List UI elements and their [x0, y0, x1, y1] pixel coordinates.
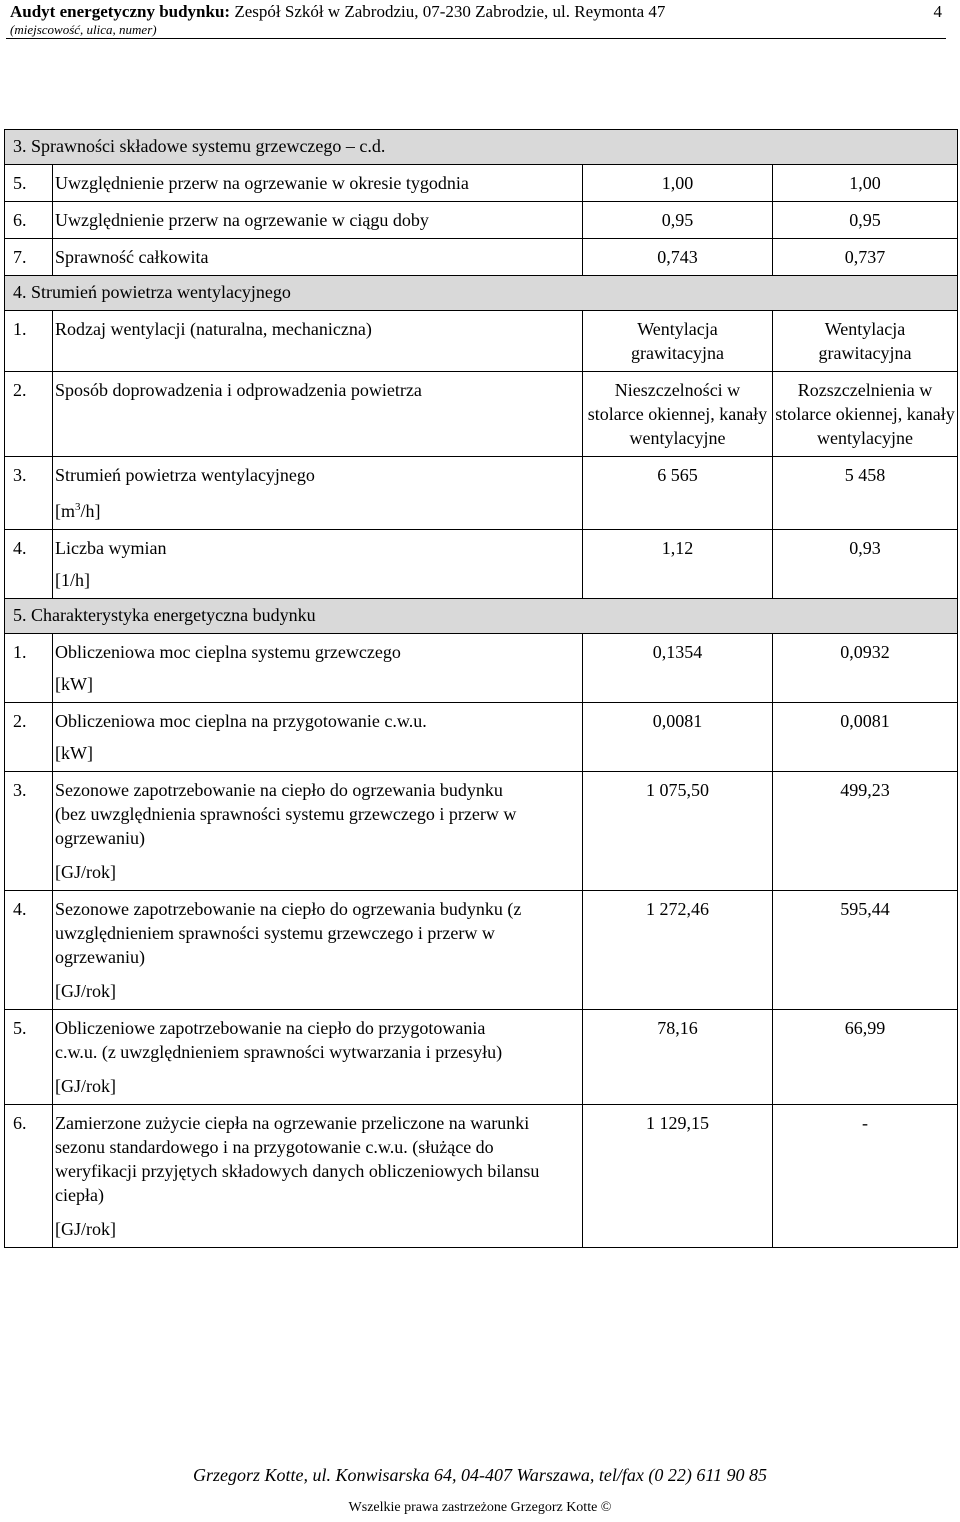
unit-label: [GJ/rok]: [55, 981, 116, 1001]
table-row: 5. Obliczeniowe zapotrzebowanie na ciepło do przygotowania c.w.u. (z uwzględnieniem sprawności wytwarzania i przesyłu) [GJ/rok] 78,16 66,99: [5, 1010, 958, 1105]
section-title: 4. Strumień powietrza wentylacyjnego: [5, 276, 958, 311]
page-header: [10, 2, 945, 38]
section-header-row: [5, 130, 958, 165]
table-row: 6. Zamierzone zużycie ciepła na ogrzewanie przeliczone na warunki sezonu standardowego i na przygotowanie c.w.u. (służące do weryfikacji przyjętych składowych danych obliczeniowych bilansu ciepła) [GJ/rok] 1 129,15 -: [5, 1105, 958, 1248]
table-row: 4. Liczba wymian [1/h] 1,12 0,93: [5, 530, 958, 599]
header-title: Audyt energetyczny budynku: Zespół Szkół w Zabrodziu, 07-230 Zabrodzie, ul. Reymonta 47: [10, 2, 666, 21]
table-row: 3. Sezonowe zapotrzebowanie na ciepło do ogrzewania budynku (bez uwzględnienia sprawności systemu grzewczego i przerw w ogrzewaniu) [GJ/rok] 1 075,50 499,23: [5, 772, 958, 891]
header-subtitle: (miejscowość, ulica, numer): [10, 22, 157, 37]
section-header-row: [5, 599, 958, 634]
unit-label: [GJ/rok]: [55, 1076, 116, 1096]
unit-label: [GJ/rok]: [55, 862, 116, 882]
table-row: 2. Sposób doprowadzenia i odprowadzenia powietrza Nieszczelności w stolarce okiennej, kanały wentylacyjne Rozszczelnienia w stolarce okiennej, kanały wentylacyjne: [5, 372, 958, 457]
section-title: 5. Charakterystyka energetyczna budynku: [5, 599, 958, 634]
header-divider: [6, 38, 946, 39]
section-header-row: [5, 276, 958, 311]
table-row: 7. Sprawność całkowita 0,743 0,737: [5, 239, 958, 276]
table-row: 2. Obliczeniowa moc cieplna na przygotowanie c.w.u. [kW] 0,0081 0,0081: [5, 703, 958, 772]
footer-copyright: Wszelkie prawa zastrzeżone Grzegorz Kotte ©: [348, 1500, 612, 1515]
table-row: 3. Strumień powietrza wentylacyjnego $[m^3/h]$ 6 565 5 458: [5, 457, 958, 530]
table-row: 5. Uwzględnienie przerw na ogrzewanie w okresie tygodnia 1,00 1,00: [5, 165, 958, 202]
unit-label: [kW]: [55, 674, 93, 694]
unit-label: [GJ/rok]: [55, 1219, 116, 1239]
energy-audit-table: [4, 129, 958, 1248]
unit-label: [kW]: [55, 743, 93, 763]
page-number: 4: [933, 2, 942, 21]
unit-label: $[m^3/h]$: [55, 501, 101, 521]
unit-label: [1/h]: [55, 570, 90, 590]
table-row: 6. Uwzględnienie przerw na ogrzewanie w ciągu doby 0,95 0,95: [5, 202, 958, 239]
section-title: 3. Sprawności składowe systemu grzewczego – c.d.: [5, 130, 958, 165]
table-row: 1. Rodzaj wentylacji (naturalna, mechaniczna) Wentylacja grawitacyjna Wentylacja grawitacyjna: [5, 311, 958, 372]
table-row: 1. Obliczeniowa moc cieplna systemu grzewczego [kW] 0,1354 0,0932: [5, 634, 958, 703]
footer-address: Grzegorz Kotte, ul. Konwisarska 64, 04-407 Warszawa, tel/fax (0 22) 611 90 85: [192, 1465, 767, 1485]
table-row: 4. Sezonowe zapotrzebowanie na ciepło do ogrzewania budynku (z uwzględnieniem sprawności systemu grzewczego i przerw w ogrzewaniu) [GJ/rok] 1 272,46 595,44: [5, 891, 958, 1010]
